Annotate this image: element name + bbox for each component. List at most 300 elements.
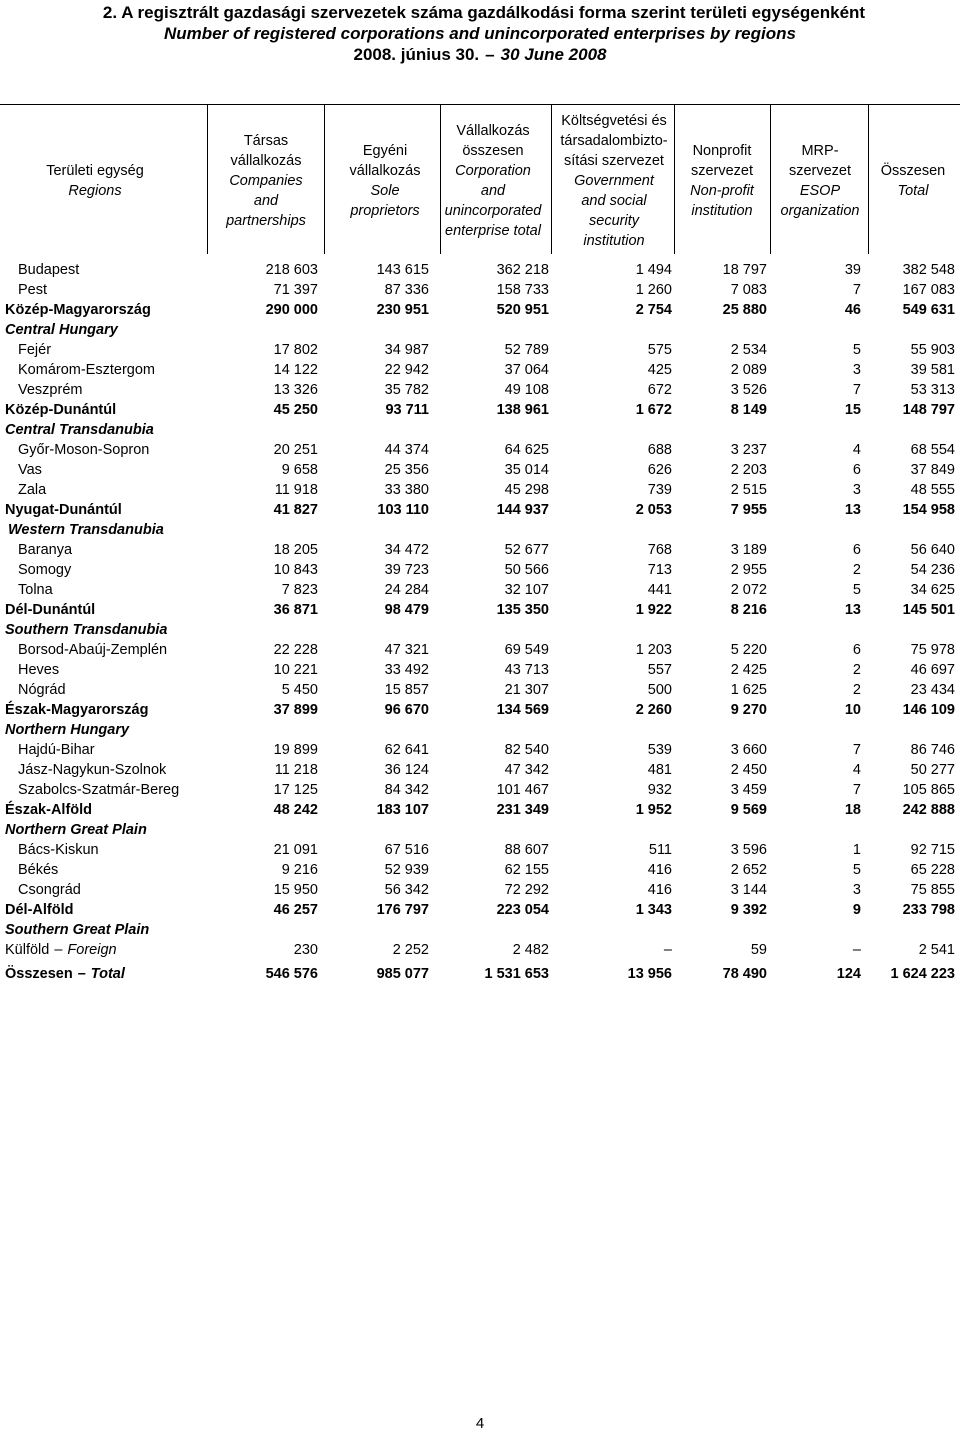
county-row [0, 880, 960, 900]
region-row [0, 300, 960, 320]
cell-value: 6 [852, 542, 861, 558]
cell-value: 575 [647, 342, 672, 358]
cell-value: 231 349 [496, 802, 549, 818]
column-header-hu-line: Területi egység [46, 163, 144, 179]
cell-value: 11 918 [274, 482, 318, 498]
cell-value: 62 155 [504, 862, 549, 878]
region-row [0, 500, 960, 520]
cell-value: 932 [647, 782, 672, 798]
column-header-5 [554, 108, 674, 254]
county-row [0, 260, 960, 280]
county-row [0, 340, 960, 360]
row-name: Southern Transdanubia [5, 622, 168, 638]
column-header-en-line: Companies [229, 173, 303, 189]
cell-value: 35 782 [384, 382, 429, 398]
cell-value: 713 [647, 562, 672, 578]
cell-value: 549 631 [902, 302, 955, 318]
cell-value: 67 516 [384, 842, 429, 858]
row-name: Tolna [18, 582, 53, 598]
county-row [0, 440, 960, 460]
cell-value: 7 [852, 282, 861, 298]
county-row [0, 660, 960, 680]
cell-value: 7 955 [730, 502, 767, 518]
row-name: Baranya [18, 542, 73, 558]
county-row [0, 360, 960, 380]
column-header-hu-line: Társas [243, 133, 289, 149]
row-name: Észak-Magyarország [5, 702, 149, 718]
cell-value: 145 501 [902, 602, 955, 618]
cell-value: 59 [750, 942, 767, 958]
cell-value: 183 107 [376, 802, 429, 818]
cell-value: 56 640 [910, 542, 955, 558]
cell-value: 78 490 [722, 966, 767, 982]
cell-value: 6 [852, 642, 861, 658]
column-separator [770, 104, 771, 254]
column-header-hu-line: Összesen [880, 163, 946, 179]
cell-value: 15 857 [384, 682, 429, 698]
cell-value: 39 [844, 262, 861, 278]
cell-value: 3 [852, 362, 861, 378]
cell-value: 2 450 [730, 762, 767, 778]
region-english-label [0, 420, 960, 440]
cell-value: 37 849 [910, 462, 955, 478]
cell-value: 25 880 [722, 302, 767, 318]
cell-value: 425 [647, 362, 672, 378]
row-name: Nógrád [18, 682, 66, 698]
cell-value: 13 [844, 602, 861, 618]
cell-value: 46 257 [273, 902, 318, 918]
region-row [0, 800, 960, 820]
row-name: Central Hungary [5, 322, 118, 338]
county-row [0, 760, 960, 780]
cell-value: 672 [647, 382, 672, 398]
cell-value: 2 955 [730, 562, 767, 578]
county-row [0, 640, 960, 660]
cell-value: 1 672 [635, 402, 672, 418]
cell-value: 39 723 [384, 562, 429, 578]
row-name: Heves [18, 662, 60, 678]
region-english-label [0, 620, 960, 640]
cell-value: 2 515 [730, 482, 767, 498]
cell-value: 54 236 [910, 562, 955, 578]
cell-value: 71 397 [273, 282, 318, 298]
row-name: Közép-Dunántúl [5, 402, 117, 418]
cell-value: 500 [647, 682, 672, 698]
cell-value: 52 939 [384, 862, 429, 878]
title-date-dash: – [485, 45, 495, 64]
cell-value: 7 [852, 382, 861, 398]
row-name: Borsod-Abaúj-Zemplén [18, 642, 168, 658]
cell-value: 13 326 [273, 382, 318, 398]
cell-value: 44 374 [384, 442, 429, 458]
cell-value: 46 [844, 302, 861, 318]
cell-value: 2 [852, 562, 861, 578]
cell-value: 167 083 [902, 282, 955, 298]
cell-value: 2 482 [512, 942, 549, 958]
cell-value: 2 652 [730, 862, 767, 878]
column-header-6 [675, 108, 770, 254]
cell-value: 34 987 [384, 342, 429, 358]
cell-value: 8 149 [730, 402, 767, 418]
cell-value: 49 108 [504, 382, 549, 398]
cell-value: 6 [852, 462, 861, 478]
cell-value: 13 956 [627, 966, 672, 982]
row-name [5, 940, 117, 960]
row-name: Somogy [18, 562, 72, 578]
cell-value: 7 823 [281, 582, 318, 598]
row-name: Dél-Alföld [5, 902, 74, 918]
cell-value: 39 581 [910, 362, 955, 378]
cell-value: 36 124 [384, 762, 429, 778]
column-header-hu-line: Egyéni [362, 143, 408, 159]
cell-value: 10 221 [273, 662, 318, 678]
cell-value: 176 797 [376, 902, 429, 918]
title-english: Number of registered corporations and unincorporated enterprises by regions [164, 24, 796, 43]
cell-value: 146 109 [902, 702, 955, 718]
cell-value: 4 [852, 762, 861, 778]
cell-value: 88 607 [504, 842, 549, 858]
cell-value: 5 450 [281, 682, 318, 698]
cell-value: 688 [647, 442, 672, 458]
cell-value: 557 [647, 662, 672, 678]
cell-value: 382 548 [902, 262, 955, 278]
cell-value: 75 978 [910, 642, 955, 658]
cell-value: 9 658 [281, 462, 318, 478]
cell-value: 33 492 [384, 662, 429, 678]
cell-value: 18 [844, 802, 861, 818]
column-header-en-line: organization [780, 203, 860, 219]
column-header-hu-line: Nonprofit [692, 143, 752, 159]
row-name-english: Foreign [67, 942, 117, 958]
county-row [0, 280, 960, 300]
cell-value: 84 342 [384, 782, 429, 798]
cell-value: 96 670 [384, 702, 429, 718]
cell-value: 1 531 653 [484, 966, 549, 982]
cell-value: 2 [852, 662, 861, 678]
cell-value: 41 827 [273, 502, 318, 518]
cell-value: 47 321 [384, 642, 429, 658]
cell-value: 37 064 [504, 362, 549, 378]
cell-value: 223 054 [496, 902, 549, 918]
cell-value: 65 228 [910, 862, 955, 878]
county-row [0, 480, 960, 500]
column-separator [207, 104, 208, 254]
cell-value: 5 220 [730, 642, 767, 658]
total-row [0, 964, 960, 984]
cell-value: 441 [647, 582, 672, 598]
cell-value: 50 566 [504, 562, 549, 578]
cell-value: 36 871 [273, 602, 318, 618]
column-header-en-line: partnerships [226, 213, 306, 229]
cell-value: – [852, 942, 861, 958]
cell-value: 290 000 [265, 302, 318, 318]
title-date-hungarian: 2008. június 30. [353, 45, 480, 64]
cell-value: 3 237 [730, 442, 767, 458]
cell-value: 985 077 [376, 966, 429, 982]
row-name: Fejér [18, 342, 52, 358]
cell-value: 17 125 [273, 782, 318, 798]
row-name: Northern Great Plain [5, 822, 147, 838]
region-english-label [0, 720, 960, 740]
row-name: Jász-Nagykun-Szolnok [18, 762, 167, 778]
cell-value: 10 843 [273, 562, 318, 578]
cell-value: 158 733 [496, 282, 549, 298]
cell-value: 22 228 [273, 642, 318, 658]
row-name: Hajdú-Bihar [18, 742, 95, 758]
cell-value: 46 697 [910, 662, 955, 678]
cell-value: 18 205 [273, 542, 318, 558]
cell-value: 739 [647, 482, 672, 498]
column-header-4 [436, 108, 551, 254]
row-name-english: Total [90, 966, 125, 982]
column-header-en-line: Non-profit [690, 183, 754, 199]
cell-value: 362 218 [496, 262, 549, 278]
column-separator [440, 104, 441, 254]
cell-value: 1 922 [635, 602, 672, 618]
row-name: Békés [18, 862, 59, 878]
column-header-hu-line: társadalombizto- [560, 133, 668, 149]
column-header-en-line: and [253, 193, 279, 209]
table-title [0, 2, 960, 65]
cell-value: 93 711 [385, 402, 429, 418]
cell-value: 242 888 [902, 802, 955, 818]
column-header-8 [868, 108, 958, 254]
cell-value: 98 479 [384, 602, 429, 618]
cell-value: 2 541 [918, 942, 955, 958]
cell-value: 1 203 [635, 642, 672, 658]
cell-value: 92 715 [910, 842, 955, 858]
cell-value: 43 713 [504, 662, 549, 678]
cell-value: 25 356 [384, 462, 429, 478]
cell-value: 3 144 [730, 882, 767, 898]
cell-value: 21 307 [504, 682, 549, 698]
cell-value: 48 555 [910, 482, 955, 498]
cell-value: 233 798 [902, 902, 955, 918]
row-name: Észak-Alföld [5, 802, 93, 818]
column-header-hu-line: összesen [462, 143, 524, 159]
row-name: Central Transdanubia [5, 422, 154, 438]
county-row [0, 540, 960, 560]
cell-value: 3 189 [730, 542, 767, 558]
cell-value: 2 072 [730, 582, 767, 598]
cell-value: 144 937 [496, 502, 549, 518]
column-header-en-line: institution [583, 233, 645, 249]
row-name-dash: – [77, 966, 86, 982]
column-header-hu-line: Vállalkozás [456, 123, 530, 139]
region-english-label [0, 820, 960, 840]
cell-value: 135 350 [496, 602, 549, 618]
row-name: Győr-Moson-Sopron [18, 442, 150, 458]
cell-value: 148 797 [902, 402, 955, 418]
county-row [0, 580, 960, 600]
column-header-hu-line: szervezet [788, 163, 852, 179]
cell-value: 3 [852, 882, 861, 898]
cell-value: 15 [844, 402, 861, 418]
cell-value: 32 107 [504, 582, 549, 598]
cell-value: 69 549 [504, 642, 549, 658]
cell-value: 22 942 [384, 362, 429, 378]
column-header-en-line: Total [897, 183, 929, 199]
cell-value: 3 596 [730, 842, 767, 858]
cell-value: 768 [647, 542, 672, 558]
cell-value: 1 260 [635, 282, 672, 298]
cell-value: 3 660 [730, 742, 767, 758]
row-name: Nyugat-Dunántúl [5, 502, 122, 518]
cell-value: 143 615 [376, 262, 429, 278]
county-row [0, 560, 960, 580]
region-row [0, 600, 960, 620]
cell-value: 539 [647, 742, 672, 758]
cell-value: 2 252 [392, 942, 429, 958]
cell-value: 82 540 [504, 742, 549, 758]
cell-value: 9 569 [730, 802, 767, 818]
cell-value: 1 624 223 [890, 966, 955, 982]
row-name: Western Transdanubia [8, 522, 164, 538]
column-header-hu-line: sítási szervezet [564, 153, 664, 169]
cell-value: 7 [852, 742, 861, 758]
cell-value: 105 865 [902, 782, 955, 798]
column-header-2 [211, 108, 321, 254]
cell-value: 53 313 [910, 382, 955, 398]
cell-value: 9 [852, 902, 861, 918]
cell-value: 7 083 [730, 282, 767, 298]
column-header-hu-line: MRP- [801, 143, 839, 159]
cell-value: 2 260 [635, 702, 672, 718]
cell-value: 218 603 [265, 262, 318, 278]
county-row [0, 780, 960, 800]
cell-value: 5 [852, 582, 861, 598]
cell-value: 10 [844, 702, 861, 718]
cell-value: – [663, 942, 672, 958]
column-header-en-line: Sole [370, 183, 400, 199]
county-row [0, 680, 960, 700]
title-hungarian: 2. A regisztrált gazdasági szervezetek száma gazdálkodási forma szerint területi egységenként [102, 3, 866, 22]
cell-value: 103 110 [377, 502, 429, 518]
header-top-rule [0, 104, 960, 105]
cell-value: 4 [852, 442, 861, 458]
cell-value: 416 [647, 882, 672, 898]
cell-value: 13 [844, 502, 861, 518]
cell-value: 24 284 [384, 582, 429, 598]
column-header-hu-line: szervezet [690, 163, 754, 179]
cell-value: 481 [647, 762, 672, 778]
row-name: Pest [18, 282, 48, 298]
cell-value: 2 754 [635, 302, 672, 318]
title-date [0, 44, 960, 65]
cell-value: 62 641 [384, 742, 429, 758]
cell-value: 5 [852, 342, 861, 358]
column-header-en-line: unincorporated [444, 203, 542, 219]
column-header-hu-line: Költségvetési és [561, 113, 667, 129]
cell-value: 48 242 [273, 802, 318, 818]
row-name: Budapest [18, 262, 80, 278]
row-name: Southern Great Plain [5, 922, 150, 938]
region-english-label [0, 320, 960, 340]
column-header-en-line: Regions [68, 183, 122, 199]
cell-value: 546 576 [265, 966, 318, 982]
row-name: Dél-Dunántúl [5, 602, 96, 618]
cell-value: 18 797 [722, 262, 767, 278]
cell-value: 11 218 [274, 762, 318, 778]
cell-value: 87 336 [384, 282, 429, 298]
cell-value: 1 343 [635, 902, 672, 918]
row-name-hungarian: Összesen [5, 966, 73, 982]
row-name: Northern Hungary [5, 722, 130, 738]
cell-value: 34 625 [910, 582, 955, 598]
cell-value: 134 569 [496, 702, 549, 718]
cell-value: 55 903 [910, 342, 955, 358]
cell-value: 37 899 [273, 702, 318, 718]
column-header-en-line: enterprise total [445, 223, 541, 239]
page-number: 4 [475, 1415, 485, 1432]
region-english-label [0, 520, 960, 540]
row-name: Szabolcs-Szatmár-Bereg [18, 782, 180, 798]
cell-value: 21 091 [273, 842, 318, 858]
cell-value: 23 434 [910, 682, 955, 698]
cell-value: 17 802 [273, 342, 318, 358]
row-name: Komárom-Esztergom [18, 362, 155, 378]
column-separator [868, 104, 869, 254]
cell-value: 138 961 [496, 402, 549, 418]
cell-value: 1 [852, 842, 861, 858]
cell-value: 64 625 [504, 442, 549, 458]
cell-value: 72 292 [504, 882, 549, 898]
cell-value: 9 392 [730, 902, 767, 918]
county-row [0, 460, 960, 480]
column-header-en-line: Government [574, 173, 654, 189]
cell-value: 86 746 [910, 742, 955, 758]
region-english-label [0, 920, 960, 940]
cell-value: 14 122 [273, 362, 318, 378]
column-header-en-line: institution [691, 203, 753, 219]
region-row [0, 900, 960, 920]
county-row [0, 860, 960, 880]
row-name-hungarian: Külföld [5, 942, 50, 958]
row-name: Vas [18, 462, 42, 478]
column-header-hu-line: vállalkozás [349, 163, 421, 179]
cell-value: 230 [293, 942, 318, 958]
cell-value: 52 677 [504, 542, 549, 558]
cell-value: 45 250 [273, 402, 318, 418]
cell-value: 3 526 [730, 382, 767, 398]
county-row [0, 380, 960, 400]
column-separator [551, 104, 552, 254]
cell-value: 2 053 [635, 502, 672, 518]
cell-value: 9 270 [730, 702, 767, 718]
column-header-1 [5, 108, 185, 254]
cell-value: 20 251 [273, 442, 318, 458]
row-name-dash: – [54, 942, 63, 958]
cell-value: 626 [647, 462, 672, 478]
column-header-en-line: ESOP [799, 183, 841, 199]
county-row [0, 740, 960, 760]
row-name [5, 964, 125, 984]
cell-value: 124 [836, 966, 861, 982]
cell-value: 2 425 [730, 662, 767, 678]
row-name: Veszprém [18, 382, 83, 398]
row-name: Közép-Magyarország [5, 302, 151, 318]
row-name: Zala [18, 482, 47, 498]
cell-value: 1 952 [635, 802, 672, 818]
region-row [0, 700, 960, 720]
cell-value: 2 089 [730, 362, 767, 378]
column-separator [674, 104, 675, 254]
cell-value: 9 216 [281, 862, 318, 878]
cell-value: 7 [852, 782, 861, 798]
column-header-3 [333, 108, 438, 254]
cell-value: 230 951 [376, 302, 429, 318]
cell-value: 45 298 [504, 482, 549, 498]
